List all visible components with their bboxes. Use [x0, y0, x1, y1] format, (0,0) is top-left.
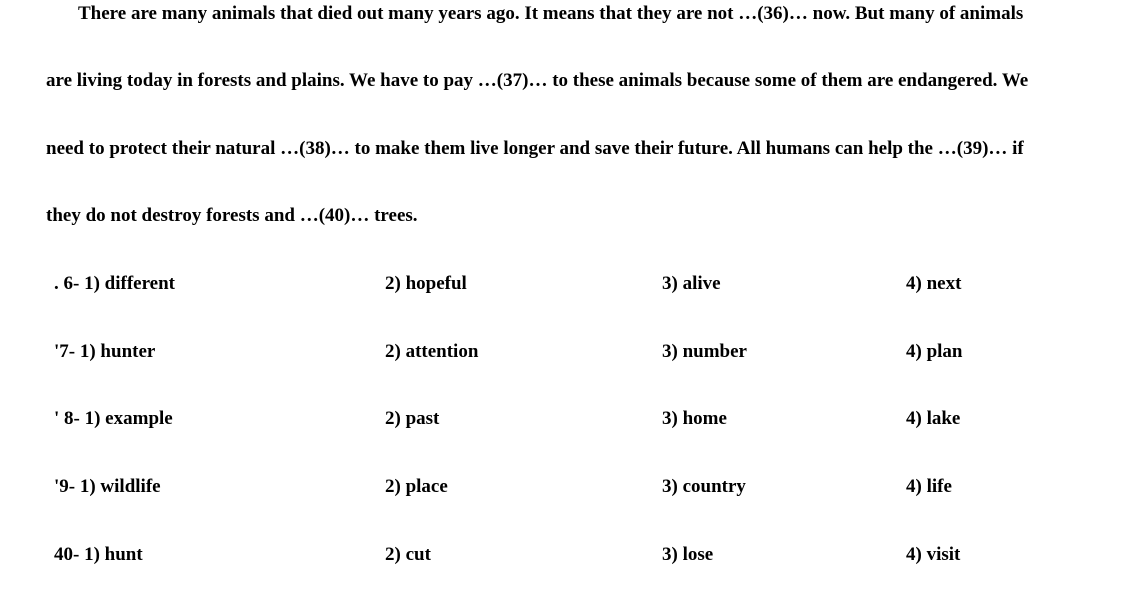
question-40-option-3: 3) lose — [662, 544, 714, 565]
passage-line-4: they do not destroy forests and …(40)… trees. — [46, 205, 418, 226]
question-row-38 — [0, 407, 1128, 431]
question-36-option-2: 2) hopeful — [385, 273, 467, 294]
question-38-option-2: 2) past — [385, 408, 440, 429]
question-row-36 — [0, 272, 1128, 296]
question-36-option-1: . 6- 1) different — [54, 273, 176, 294]
question-37-option-3: 3) number — [662, 341, 747, 362]
question-39-option-2: 2) place — [385, 476, 448, 497]
passage-line-2: are living today in forests and plains. We have to pay …(37)… to these animals because some of them are endangered. We — [46, 70, 1029, 91]
question-40-option-1: 40- 1) hunt — [54, 544, 143, 565]
question-row-39 — [0, 475, 1128, 499]
passage-line-1: There are many animals that died out many years ago. It means that they are not …(36)… now. But many of animals — [78, 3, 1024, 24]
question-37-option-1: '7- 1) hunter — [54, 341, 156, 362]
passage-line-3: need to protect their natural …(38)… to make them live longer and save their future. All humans can help the …(39)… if — [46, 138, 1024, 159]
question-38-option-1: ' 8- 1) example — [54, 408, 173, 429]
question-37-option-4: 4) plan — [906, 341, 963, 362]
question-36-option-4: 4) next — [906, 273, 962, 294]
question-37-option-2: 2) attention — [385, 341, 479, 362]
question-39-option-3: 3) country — [662, 476, 746, 497]
question-39-option-4: 4) life — [906, 476, 952, 497]
question-36-option-3: 3) alive — [662, 273, 721, 294]
question-38-option-4: 4) lake — [906, 408, 961, 429]
question-row-40 — [0, 543, 1128, 567]
question-row-37 — [0, 340, 1128, 364]
question-40-option-2: 2) cut — [385, 544, 431, 565]
question-40-option-4: 4) visit — [906, 544, 961, 565]
question-38-option-3: 3) home — [662, 408, 727, 429]
question-39-option-1: '9- 1) wildlife — [54, 476, 161, 497]
